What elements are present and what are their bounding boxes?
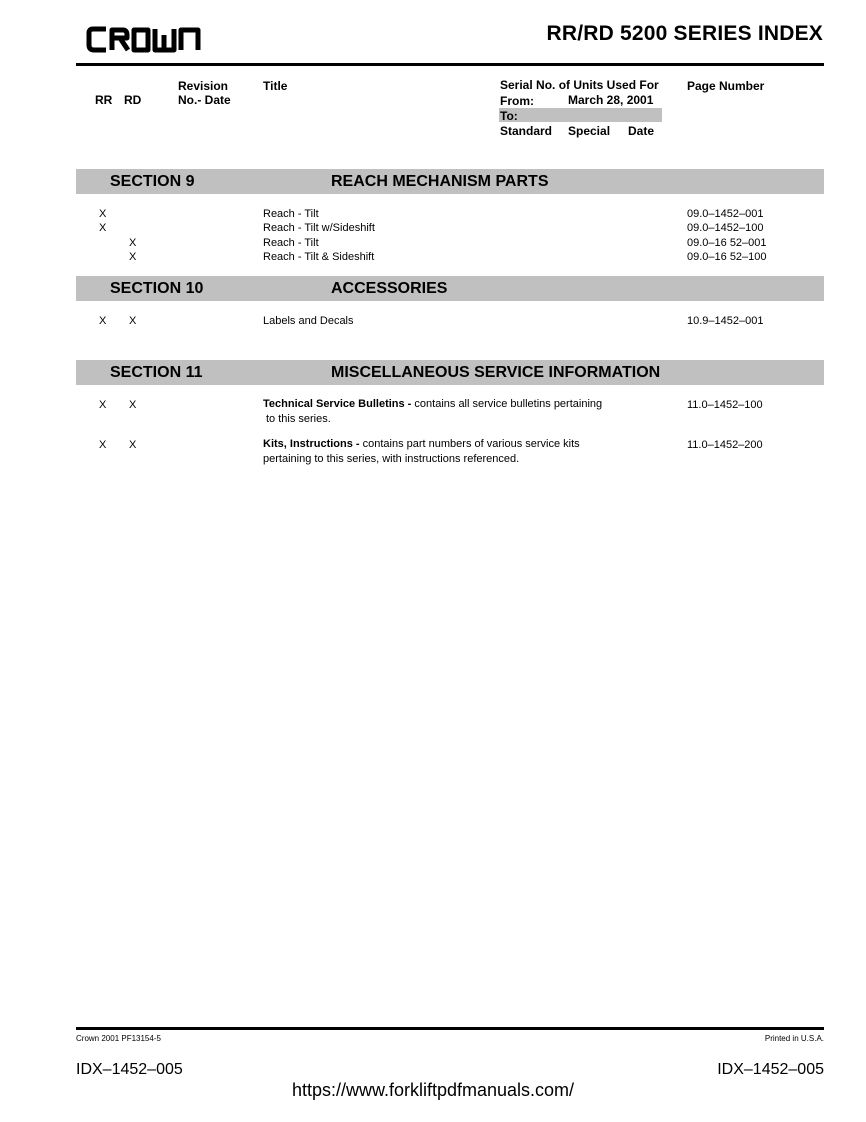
to-label: To: — [500, 109, 518, 123]
row-description — [263, 437, 663, 467]
row-page: 11.0–1452–200 — [687, 439, 763, 451]
row-title: Reach - Tilt — [263, 237, 319, 249]
section-9-title: REACH MECHANISM PARTS — [331, 173, 549, 190]
row-page: 09.0–16 52–001 — [687, 237, 767, 249]
from-value: March 28, 2001 — [568, 93, 654, 107]
rd-mark: X — [129, 237, 137, 249]
printed-text: Printed in U.S.A. — [764, 1034, 824, 1043]
column-page-number: Page Number — [687, 79, 765, 93]
rr-mark: X — [99, 222, 107, 234]
section-9-number: SECTION 9 — [110, 173, 195, 190]
bottom-rule — [76, 1027, 824, 1030]
section-10-band — [76, 276, 824, 301]
to-highlight — [499, 108, 662, 122]
row-title-line2: to this series. — [266, 413, 331, 425]
doc-id-right: IDX–1452–005 — [717, 1061, 824, 1078]
rd-mark: X — [129, 251, 137, 263]
from-label: From: — [500, 94, 534, 108]
column-date: Date — [628, 124, 655, 138]
column-revision-line1: Revision — [178, 79, 229, 93]
rd-mark: X — [129, 399, 137, 411]
section-9-band — [76, 169, 824, 194]
section-11-number: SECTION 11 — [110, 364, 203, 381]
rr-mark: X — [99, 439, 107, 451]
website-link[interactable]: https://www.forkliftpdfmanuals.com/ — [291, 1080, 575, 1100]
column-serial: Serial No. of Units Used For — [500, 78, 659, 92]
table-row — [0, 207, 866, 221]
copyright-text: Crown 2001 PF13154-5 — [76, 1034, 161, 1043]
table-row — [0, 314, 866, 328]
column-special: Special — [568, 124, 611, 138]
section-10-number: SECTION 10 — [110, 280, 204, 297]
rr-mark: X — [99, 315, 107, 327]
row-description — [263, 397, 663, 427]
row-page: 09.0–16 52–100 — [687, 251, 767, 263]
crown-logo — [86, 24, 206, 54]
row-page: 09.0–1452–100 — [687, 222, 764, 234]
row-page: 09.0–1452–001 — [687, 208, 764, 220]
row-title-line2: pertaining to this series, with instructions referenced. — [263, 453, 520, 465]
doc-id-left: IDX–1452–005 — [76, 1061, 183, 1078]
table-row — [0, 250, 866, 264]
top-rule — [76, 63, 824, 66]
row-title-bold: Technical Service Bulletins - — [263, 398, 412, 410]
column-title: Title — [263, 79, 288, 93]
section-11-band — [76, 360, 824, 385]
row-title: Reach - Tilt — [263, 208, 319, 220]
column-revision-line2: No.- Date — [178, 93, 231, 107]
row-title: Reach - Tilt & Sideshift — [263, 251, 375, 263]
column-standard: Standard — [500, 124, 553, 138]
document-title: RR/RD 5200 SERIES INDEX — [546, 22, 823, 45]
table-row — [0, 221, 866, 235]
rd-mark: X — [129, 439, 137, 451]
row-title-bold: Kits, Instructions - — [263, 438, 360, 450]
row-page: 10.9–1452–001 — [687, 315, 764, 327]
row-title: Labels and Decals — [263, 315, 354, 327]
rr-mark: X — [99, 399, 107, 411]
section-11-title: MISCELLANEOUS SERVICE INFORMATION — [331, 364, 661, 381]
row-title-rest: contains all service bulletins pertaining — [411, 398, 603, 410]
column-rd: RD — [124, 93, 142, 107]
row-page: 11.0–1452–100 — [687, 399, 763, 411]
row-title: Reach - Tilt w/Sideshift — [263, 222, 375, 234]
section-10-title: ACCESSORIES — [331, 280, 448, 297]
table-row — [0, 236, 866, 250]
column-rr: RR — [95, 93, 113, 107]
rr-mark: X — [99, 208, 107, 220]
rd-mark: X — [129, 315, 137, 327]
row-title-rest: contains part numbers of various service kits — [359, 438, 580, 450]
